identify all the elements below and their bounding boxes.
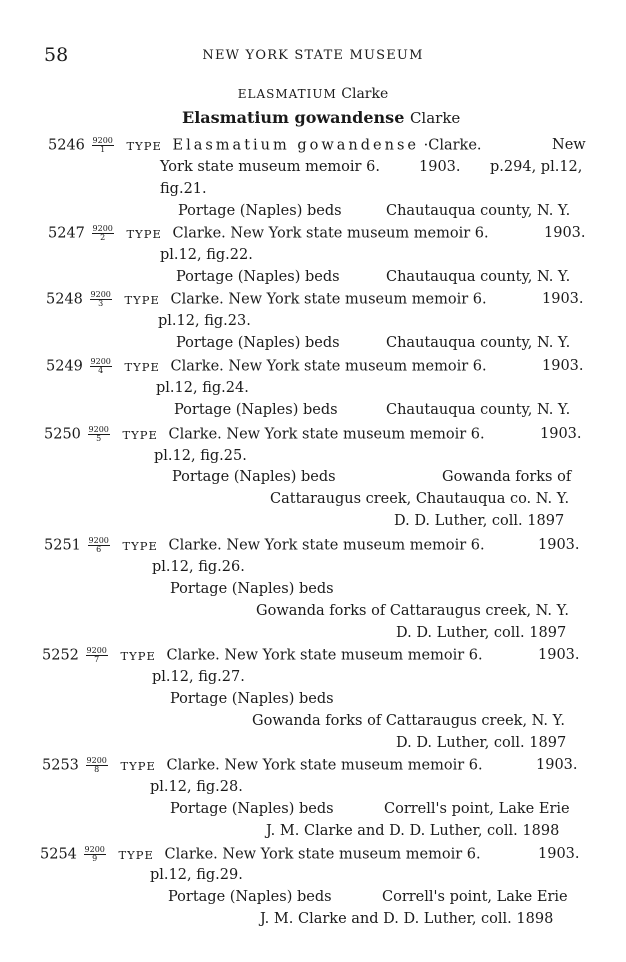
entry-5249-formation: Portage (Naples) beds [174, 402, 338, 418]
entry-5251-year: 1903. [538, 537, 580, 553]
entry-5251-collector: D. D. Luther, coll. 1897 [396, 625, 567, 641]
page-number: 58 [44, 44, 69, 66]
catalog-fraction: $\frac{9200}{9}$ [84, 845, 105, 863]
citation: Clarke. New York state museum memoir 6. [168, 537, 485, 554]
entry-5246-year: 1903. [419, 159, 461, 175]
entry-5246-line1-right: New [552, 137, 586, 153]
entry-5253-line2: pl.12, fig.28. [150, 779, 243, 795]
entry-5250-locality-b: Cattaraugus creek, Chautauqua co. N. Y. [270, 491, 570, 507]
entry-5247-locality: Chautauqua county, N. Y. [386, 269, 571, 285]
catalog-fraction: $\frac{9200}{1}$ [92, 136, 113, 154]
entry-5250-line1 [44, 426, 485, 443]
catalog-fraction: $\frac{9200}{5}$ [88, 425, 109, 443]
entry-5254-formation: Portage (Naples) beds [168, 889, 332, 905]
citation: Clarke. New York state museum memoir 6. [170, 291, 487, 308]
entry-5246-line2-right: p.294, pl.12, [490, 159, 583, 175]
entry-5250-locality-a: Gowanda forks of [442, 469, 572, 485]
entry-5252-collector: D. D. Luther, coll. 1897 [396, 735, 567, 751]
entry-5250-year: 1903. [540, 426, 582, 442]
citation: Clarke. New York state museum memoir 6. [166, 647, 483, 664]
entry-5247-line1 [48, 225, 489, 242]
genus-name: ELASMATIUM [237, 87, 337, 101]
entry-5254-locality: Correll's point, Lake Erie [382, 889, 568, 905]
catalog-fraction: $\frac{9200}{6}$ [88, 536, 109, 554]
catalog-fraction: $\frac{9200}{4}$ [90, 357, 111, 375]
entry-5253-formation: Portage (Naples) beds [170, 801, 334, 817]
catalog-fraction: $\frac{9200}{2}$ [92, 224, 113, 242]
species-name: Elasmatium gowandense [182, 108, 405, 127]
entry-5246-formation: Portage (Naples) beds [178, 203, 342, 219]
entry-5249-locality: Chautauqua county, N. Y. [386, 402, 571, 418]
entry-5253-locality: Correll's point, Lake Erie [384, 801, 570, 817]
entry-5252-line2: pl.12, fig.27. [152, 669, 245, 685]
citation: Clarke. New York state museum memoir 6. [172, 225, 489, 242]
citation: Clarke. New York state museum memoir 6. [168, 426, 485, 443]
entry-5249-line2: pl.12, fig.24. [156, 380, 249, 396]
entry-5252-formation: Portage (Naples) beds [170, 691, 334, 707]
species-author: Clarke [409, 109, 461, 127]
type-label: TYPE [120, 758, 156, 773]
entry-5252-locality: Gowanda forks of Cattaraugus creek, N. Y. [252, 713, 565, 729]
entry-number: 5252 [42, 647, 79, 664]
catalog-fraction: $\frac{9200}{7}$ [86, 646, 107, 664]
type-label: TYPE [122, 427, 158, 442]
entry-5248-line1 [46, 291, 487, 308]
entry-5248-line2: pl.12, fig.23. [158, 313, 251, 329]
entry-number: 5248 [46, 291, 83, 308]
entry-5254-line1 [40, 846, 481, 863]
entry-5247-year: 1903. [544, 225, 586, 241]
entry-5246-locality: Chautauqua county, N. Y. [386, 203, 571, 219]
entry-number: 5251 [44, 537, 81, 554]
entry-5254-collector: J. M. Clarke and D. D. Luther, coll. 1898 [260, 911, 554, 927]
entry-5253-line1 [42, 757, 483, 774]
entry-5247-formation: Portage (Naples) beds [176, 269, 340, 285]
entry-5253-year: 1903. [536, 757, 578, 773]
entry-5248-formation: Portage (Naples) beds [176, 335, 340, 351]
type-label: TYPE [126, 226, 162, 241]
entry-5251-locality: Gowanda forks of Cattaraugus creek, N. Y. [256, 603, 569, 619]
entry-5254-line2: pl.12, fig.29. [150, 867, 243, 883]
entry-5249-line1 [46, 358, 487, 375]
entry-5252-line1 [42, 647, 483, 664]
running-title: NEW YORK STATE MUSEUM [202, 48, 424, 63]
entry-5246-line1 [48, 137, 482, 154]
entry-5253-collector: J. M. Clarke and D. D. Luther, coll. 1898 [266, 823, 560, 839]
entry-5249-year: 1903. [542, 358, 584, 374]
genus-author: Clarke [341, 86, 389, 102]
catalog-fraction: $\frac{9200}{8}$ [86, 756, 107, 774]
entry-5247-line2: pl.12, fig.22. [160, 247, 253, 263]
entry-5250-line2: pl.12, fig.25. [154, 448, 247, 464]
entry-5250-collector: D. D. Luther, coll. 1897 [394, 513, 565, 529]
entry-number: 5253 [42, 757, 79, 774]
type-label: TYPE [122, 538, 158, 553]
type-label: TYPE [120, 648, 156, 663]
citation: Clarke. New York state museum memoir 6. [170, 358, 487, 375]
entry-number: 5249 [46, 358, 83, 375]
entry-number: 5254 [40, 846, 77, 863]
citation: Clarke. New York state museum memoir 6. [166, 757, 483, 774]
genus-heading [0, 86, 626, 102]
citation: Clarke. New York state museum memoir 6. [164, 846, 481, 863]
entry-5251-line2: pl.12, fig.26. [152, 559, 245, 575]
entry-number: 5246 [48, 137, 85, 154]
catalog-fraction: $\frac{9200}{3}$ [90, 290, 111, 308]
entry-5250-formation: Portage (Naples) beds [172, 469, 336, 485]
entry-5254-year: 1903. [538, 846, 580, 862]
author: ·Clarke. [423, 137, 482, 154]
type-label: TYPE [124, 359, 160, 374]
entry-5251-line1 [44, 537, 485, 554]
type-label: TYPE [124, 292, 160, 307]
type-label: TYPE [118, 847, 154, 862]
entry-5246-line2: York state museum memoir 6. [160, 159, 380, 175]
entry-5251-formation: Portage (Naples) beds [170, 581, 334, 597]
entry-number: 5247 [48, 225, 85, 242]
entry-5246-line3: fig.21. [160, 181, 207, 197]
entry-number: 5250 [44, 426, 81, 443]
entry-5252-year: 1903. [538, 647, 580, 663]
entry-5248-year: 1903. [542, 291, 584, 307]
species-heading [182, 108, 460, 127]
species-name-spaced: Elasmatium gowandense [172, 137, 419, 154]
entry-5248-locality: Chautauqua county, N. Y. [386, 335, 571, 351]
type-label: TYPE [126, 138, 162, 153]
